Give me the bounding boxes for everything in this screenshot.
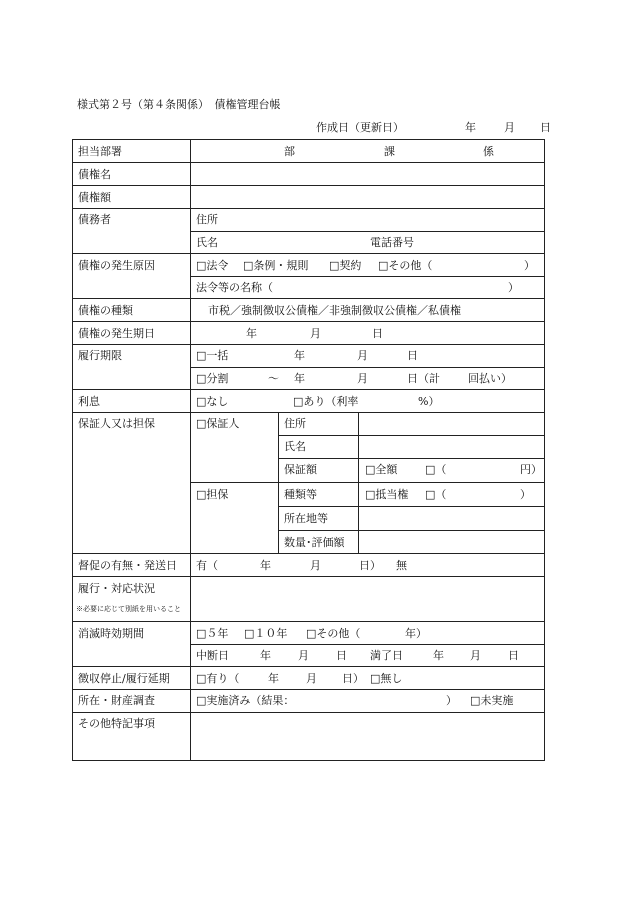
expiry-y1: 年 xyxy=(260,649,271,662)
debtor-phone: 電話番号 xyxy=(370,236,414,249)
reminder-no: 無 xyxy=(396,559,407,572)
interest-none-checkbox[interactable]: □なし xyxy=(196,395,229,408)
expiry-5yr-checkbox[interactable]: □５年 xyxy=(196,627,229,640)
debtor-label: 債務者 xyxy=(78,213,111,226)
dept-label: 担当部署 xyxy=(78,145,122,158)
expiry-d1: 日 xyxy=(336,649,347,662)
reminder-day: 日） xyxy=(359,559,381,572)
created-month: 月 xyxy=(504,121,515,134)
dept-bu: 部 xyxy=(284,145,295,158)
created-date-label: 作成日（更新日） xyxy=(316,121,404,134)
origin-law-name: 法令等の名称（ xyxy=(196,281,273,294)
other-label: その他特記事項 xyxy=(78,717,155,730)
expiry-d2: 日 xyxy=(508,649,519,662)
survey-label: 所在・財産調査 xyxy=(78,694,155,707)
claim-name-label: 債権名 xyxy=(78,168,111,181)
survey-close: ） xyxy=(446,694,457,707)
suspend-day: 日） xyxy=(342,672,364,685)
reminder-label: 督促の有無・発送日 xyxy=(78,559,177,572)
dept-kakari: 係 xyxy=(483,145,494,158)
reminder-yes: 有（ xyxy=(196,559,218,572)
guarantee-label: 保証人又は担保 xyxy=(78,417,155,430)
survey-done-checkbox[interactable]: □実施済み（結果： xyxy=(196,694,295,707)
reminder-year: 年 xyxy=(260,559,271,572)
expiry-years: 年） xyxy=(405,627,427,640)
claim-amount-label: 債権額 xyxy=(78,191,111,204)
debtor-address: 住所 xyxy=(196,213,218,226)
term-tilde: ～ xyxy=(268,372,279,385)
collateral-location: 所在地等 xyxy=(284,512,328,525)
survey-notdone-checkbox[interactable]: □未実施 xyxy=(470,694,514,707)
status-label: 履行・対応状況 xyxy=(78,582,155,595)
collateral-quantity: 数量･評価額 xyxy=(284,536,345,549)
suspend-label: 徴収停止/履行延期 xyxy=(78,672,170,685)
status-note: ※必要に応じて別紙を用いること xyxy=(76,605,181,613)
interest-label: 利息 xyxy=(78,395,100,408)
origin-close-paren: ） xyxy=(524,259,535,272)
suspend-no-checkbox[interactable]: □無し xyxy=(370,672,403,685)
collateral-type: 種類等 xyxy=(284,488,317,501)
guarantor-name: 氏名 xyxy=(284,440,306,453)
guarantor-checkbox[interactable]: □保証人 xyxy=(196,417,240,430)
expiry-other-checkbox[interactable]: □その他（ xyxy=(306,627,361,640)
guarantor-yen: 円） xyxy=(520,463,542,476)
expiry-10yr-checkbox[interactable]: □１０年 xyxy=(244,627,288,640)
expiry-interrupt: 中断日 xyxy=(196,649,229,662)
origin-ordinance-checkbox[interactable]: □条例・規則 xyxy=(243,259,309,272)
kind-value: 市税／強制徴収公債権／非強制徴収公債権／私債権 xyxy=(208,304,461,317)
debtor-name: 氏名 xyxy=(196,236,218,249)
expiry-m2: 月 xyxy=(470,649,481,662)
created-day: 日 xyxy=(540,121,551,134)
term-year2: 年 xyxy=(294,372,305,385)
term-year1: 年 xyxy=(294,349,305,362)
suspend-yes-checkbox[interactable]: □有り（ xyxy=(196,672,240,685)
created-year: 年 xyxy=(465,121,476,134)
expiry-m1: 月 xyxy=(298,649,309,662)
guarantor-amount: 保証額 xyxy=(284,463,317,476)
term-lump-checkbox[interactable]: □一括 xyxy=(196,349,229,362)
suspend-year: 年 xyxy=(268,672,279,685)
period-year: 年 xyxy=(246,327,257,340)
expiry-label: 消滅時効期間 xyxy=(78,627,144,640)
interest-pct: %） xyxy=(418,395,440,408)
collateral-close: ） xyxy=(520,488,531,501)
term-month2: 月 xyxy=(357,372,368,385)
period-label: 債権の発生期日 xyxy=(78,327,155,340)
collateral-other-checkbox[interactable]: □（ xyxy=(425,488,447,501)
term-day2: 日（計 xyxy=(407,372,440,385)
origin-other-checkbox[interactable]: □その他（ xyxy=(378,259,433,272)
collateral-checkbox[interactable]: □担保 xyxy=(196,488,229,501)
term-month1: 月 xyxy=(357,349,368,362)
guarantor-full-checkbox[interactable]: □全額 xyxy=(365,463,398,476)
collateral-mortgage-checkbox[interactable]: □抵当権 xyxy=(365,488,409,501)
form-title: 様式第２号（第４条関係） 債権管理台帳 xyxy=(77,98,281,111)
term-label: 履行期限 xyxy=(78,349,122,362)
interest-rate-checkbox[interactable]: □あり（利率 xyxy=(293,395,359,408)
expiry-y2: 年 xyxy=(433,649,444,662)
suspend-month: 月 xyxy=(306,672,317,685)
period-month: 月 xyxy=(310,327,321,340)
guarantor-partial-checkbox[interactable]: □（ xyxy=(425,463,447,476)
term-times: 回払い） xyxy=(468,372,512,385)
term-day1: 日 xyxy=(407,349,418,362)
origin-contract-checkbox[interactable]: □契約 xyxy=(329,259,362,272)
kind-label: 債権の種類 xyxy=(78,304,133,317)
period-day: 日 xyxy=(372,327,383,340)
dept-ka: 課 xyxy=(384,145,395,158)
guarantor-address: 住所 xyxy=(284,417,306,430)
origin-law-checkbox[interactable]: □法令 xyxy=(196,259,229,272)
reminder-month: 月 xyxy=(310,559,321,572)
origin-law-close: ） xyxy=(508,281,519,294)
term-split-checkbox[interactable]: □分割 xyxy=(196,372,229,385)
origin-label: 債権の発生原因 xyxy=(78,259,155,272)
expiry-complete: 満了日 xyxy=(370,649,403,662)
